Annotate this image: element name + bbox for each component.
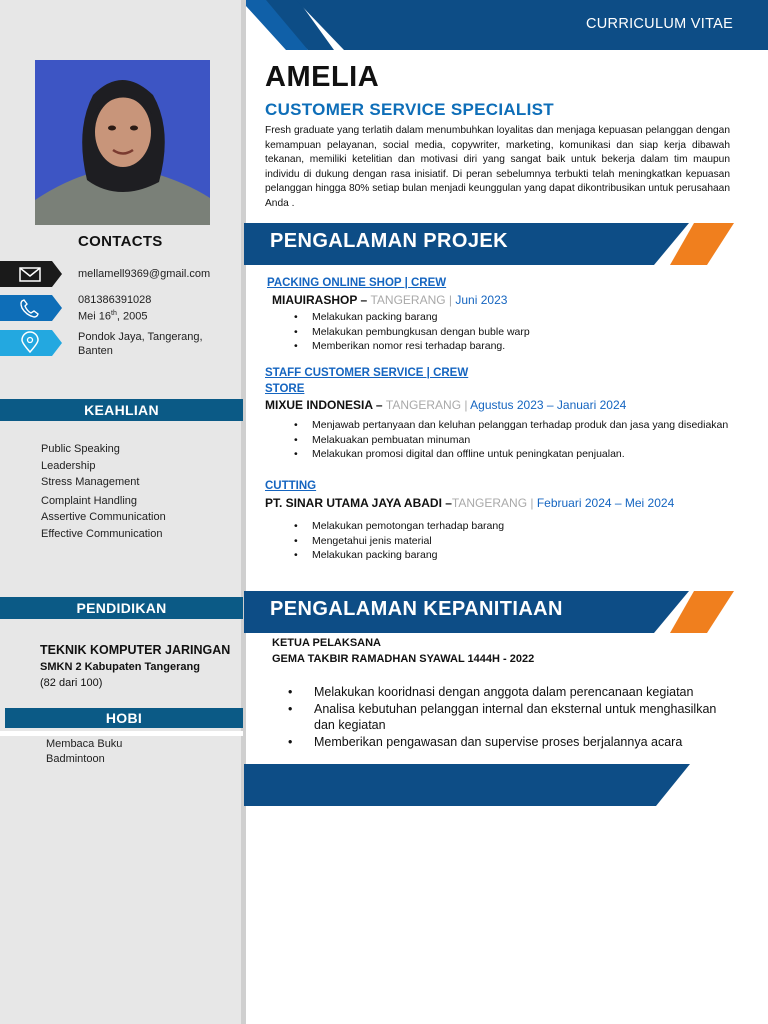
contact-address: Pondok Jaya, Tangerang, Banten — [78, 331, 203, 357]
project-company: MIXUE INDONESIA – — [265, 398, 386, 412]
skill-item: Leadership — [41, 459, 96, 472]
project-company-line — [265, 398, 626, 412]
project-title: STAFF CUSTOMER SERVICE | CREW — [265, 367, 469, 379]
location-tab — [0, 330, 62, 356]
contact-email[interactable]: mellamell9369@gmail.com — [78, 268, 211, 280]
committee-role: KETUA PELAKSANA — [272, 637, 381, 649]
skill-item: Public Speaking — [41, 443, 120, 455]
skill-item: Effective Communication — [41, 527, 163, 540]
committee-bullets — [288, 684, 738, 750]
skill-item: Assertive Communication — [41, 511, 166, 523]
bullet-item: • Melakukan kooridnasi dengan anggota dalam perencanaan kegiatan — [288, 684, 738, 701]
bullet-item: • Melakukan packing barang — [294, 548, 504, 563]
project-bullets — [294, 519, 504, 563]
bullet-item: • Menjawab pertanyaan dan keluhan pelanggan terhadap produk dan jasa yang disediakan — [294, 418, 734, 433]
email-tab — [0, 261, 62, 287]
hobbies-heading: HOBI — [5, 708, 243, 728]
project-location: TANGERANG | — [370, 293, 456, 307]
hobby-item: Membaca Buku — [46, 738, 123, 750]
education-score: (82 dari 100) — [40, 677, 103, 689]
bullet-item: • Melakuakan pembuatan minuman — [294, 433, 734, 448]
project-company-line — [265, 496, 674, 510]
project-bullets — [294, 418, 734, 462]
portrait-illustration — [35, 60, 210, 225]
contact-phone — [78, 293, 151, 324]
job-title: CUSTOMER SERVICE SPECIALIST — [265, 100, 554, 119]
project-date: Juni 2023 — [455, 293, 508, 307]
banner-label: CURRICULUM VITAE — [586, 16, 734, 32]
committee-heading: PENGALAMAN KEPANITIAAN — [270, 598, 563, 620]
birth-date-prefix: Mei 16 — [78, 310, 112, 323]
bullet-item: • Melakukan promosi digital dan offline untuk peningkatan penjualan. — [294, 447, 734, 462]
phone-number[interactable]: 081386391028 — [78, 294, 152, 306]
project-company-line — [272, 293, 507, 307]
skills-list — [41, 441, 166, 542]
project-location: TANGERANG | — [385, 398, 471, 412]
bullet-item: • Melakukan pemotongan terhadap barang — [294, 519, 504, 534]
project-bullets — [294, 310, 530, 354]
education-heading: PENDIDIKAN — [0, 597, 243, 619]
profile-summary: Fresh graduate yang terlatih dalam menumbuhkan loyalitas dan menjaga kepuasan pelanggan dengan kemampuan pelayanan, social media, copywriter, marketing, komunikasi dan siap kerja dibawah tekanan, memiliki ketelitian dan motivasi diri yang sangat baik untuk bekerja dalam tim maupun individu di dukung dengan rasa inisiatif. Di peran sebelumnya terbukti telah meningkatkan kepuasan pelanggan hingga 80% setiap bulan menjadi keunggulan yang dapat dikontribusikan untuk perusahaan Anda . — [265, 125, 730, 209]
project-title: PACKING ONLINE SHOP | CREW — [267, 277, 447, 289]
profile-photo — [35, 60, 210, 225]
skill-item: Complaint Handling — [41, 494, 137, 507]
skills-heading: KEAHLIAN — [0, 399, 243, 421]
project-company: PT. SINAR UTAMA JAYA ABADI – — [265, 496, 452, 510]
hobby-item: Badmintoon — [46, 753, 105, 765]
footer-banner — [244, 764, 690, 806]
birth-date — [78, 307, 151, 324]
bullet-item: • Memberikan nomor resi terhadap barang. — [294, 339, 530, 354]
phone-tab — [0, 295, 62, 321]
bullet-item: • Mengetahui jenis material — [294, 534, 504, 549]
birth-date-sup: th — [111, 310, 117, 317]
skill-item: Stress Management — [41, 476, 140, 488]
project-location: TANGERANG | — [451, 496, 537, 510]
education-school: SMKN 2 Kabupaten Tangerang — [40, 661, 200, 673]
hobbies-list — [46, 737, 122, 767]
project-date: Februari 2024 – Mei 2024 — [536, 496, 675, 510]
person-name: AMELIA — [265, 61, 380, 93]
sidebar-divider — [241, 0, 246, 1024]
bullet-item: • Memberikan pengawasan dan supervise proses berjalannya acara — [288, 734, 738, 751]
bullet-item: • Melakukan packing barang — [294, 310, 530, 325]
hobbies-divider — [0, 731, 243, 736]
bullet-item: • Analisa kebutuhan pelanggan internal dan eksternal untuk menghasilkan dan kegiatan — [288, 701, 738, 734]
project-title: CUTTING — [265, 480, 317, 492]
project-date: Agustus 2023 – Januari 2024 — [470, 398, 627, 412]
birth-date-suffix: , 2005 — [116, 310, 148, 323]
project-title-line2: STORE — [265, 383, 305, 395]
project-company: MIAUIRASHOP – — [272, 293, 371, 307]
projects-heading: PENGALAMAN PROJEK — [270, 230, 508, 252]
education-major: TEKNIK KOMPUTER JARINGAN — [40, 643, 231, 657]
contacts-heading: CONTACTS — [78, 233, 163, 250]
committee-event: GEMA TAKBIR RAMADHAN SYAWAL 1444H - 2022 — [272, 653, 535, 665]
bullet-item: • Melakukan pembungkusan dengan buble warp — [294, 325, 530, 340]
